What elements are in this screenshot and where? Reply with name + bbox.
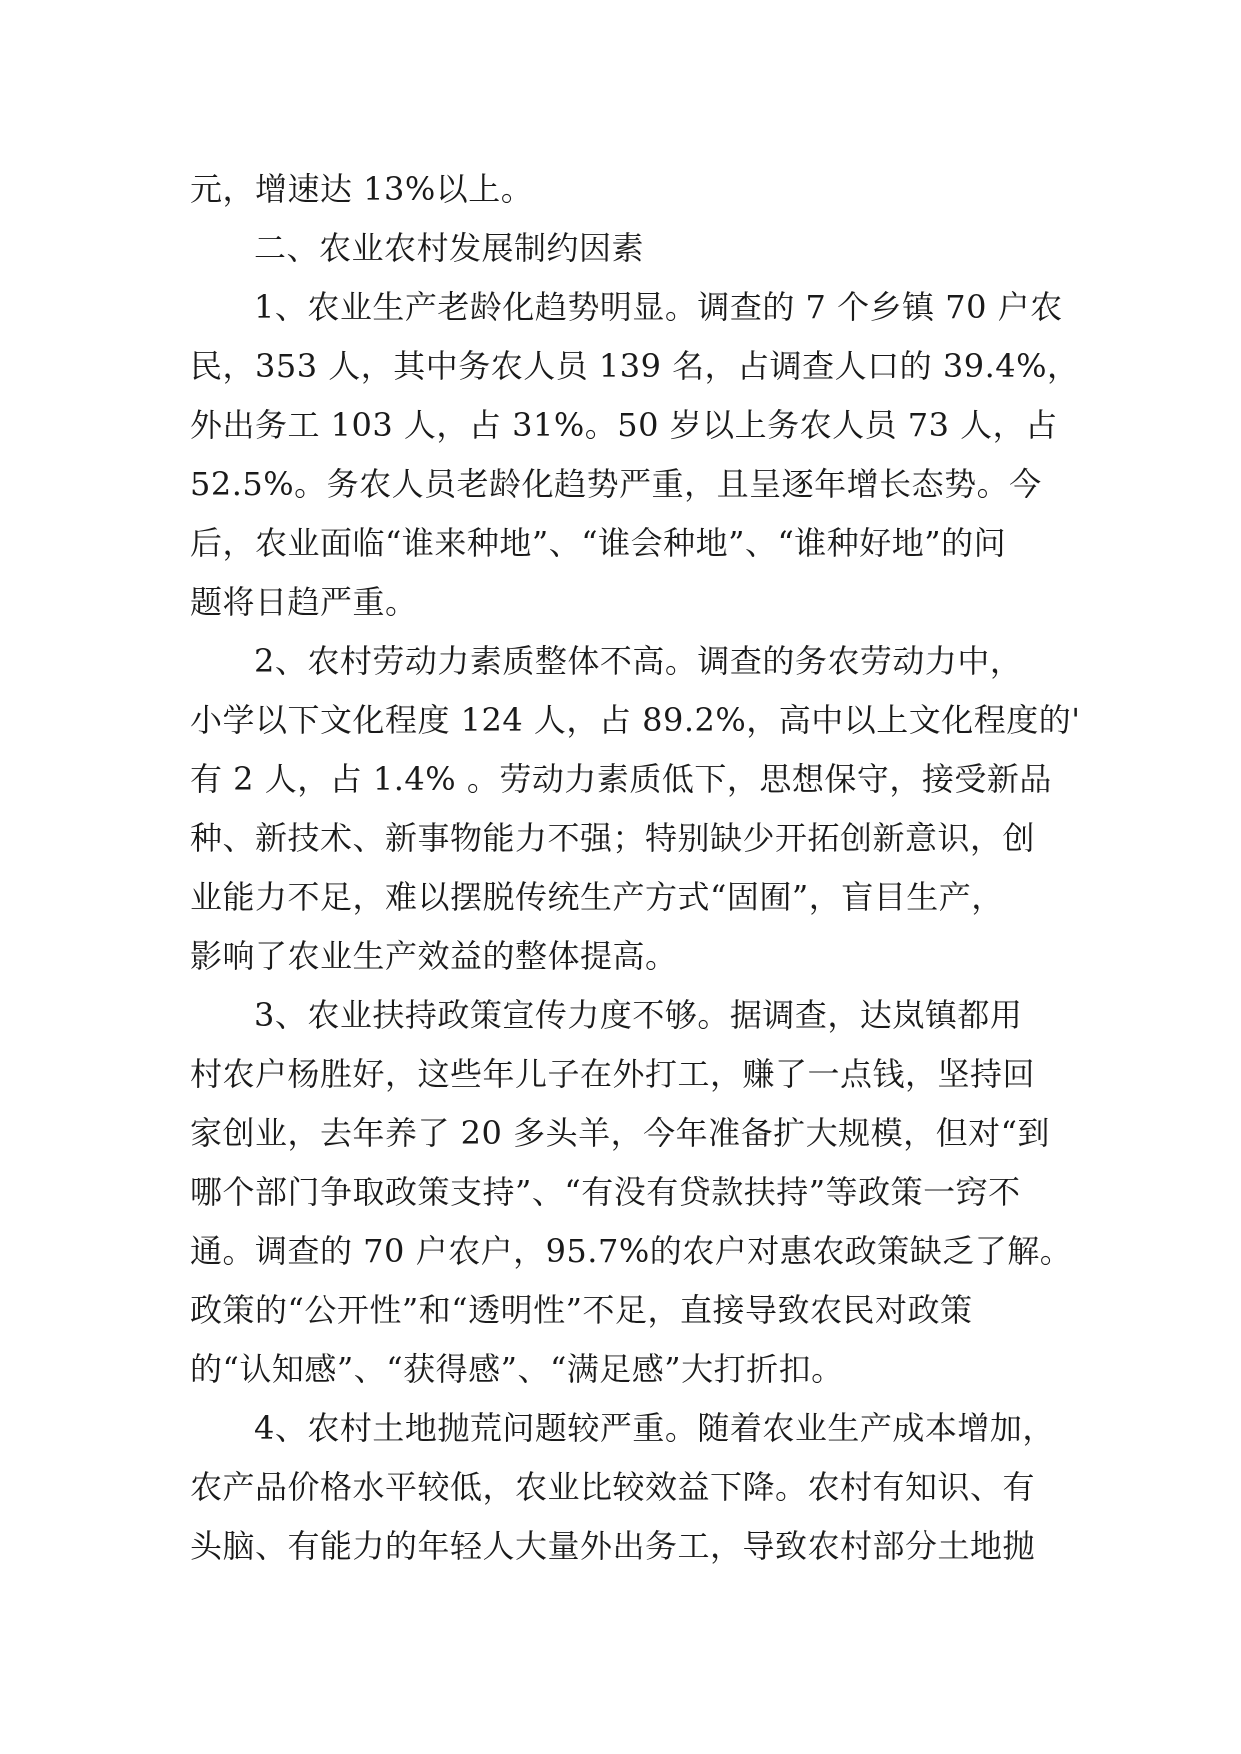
paragraph-1 (190, 278, 1080, 632)
document-page (190, 160, 1081, 1576)
paragraph-line: 哪个部门争取政策支持”、“有没有贷款扶持”等政策一窍不 (190, 1173, 1021, 1211)
paragraph-line: 小学以下文化程度 124 人，占 89.2%，高中以上文化程度的' (190, 701, 1081, 739)
paragraph-line: 业能力不足，难以摆脱传统生产方式“固囿”，盲目生产， (190, 878, 1004, 916)
paragraph-line: 4、农村土地抛荒问题较严重。随着农业生产成本增加， (254, 1409, 1055, 1447)
paragraph-line: 3、农业扶持政策宣传力度不够。据调查，达岚镇都用 (254, 996, 1023, 1034)
paragraph-4 (190, 1399, 1055, 1576)
paragraph-line: 题将日趋严重。 (190, 583, 418, 621)
paragraph-line: 村农户杨胜好，这些年儿子在外打工，赚了一点钱，坚持回 (190, 1055, 1036, 1093)
paragraph-line: 1、农业生产老龄化趋势明显。调查的 7 个乡镇 70 户农 (254, 288, 1063, 326)
intro-tail-line: 元，增速达 13%以上。 (190, 170, 534, 208)
paragraph-line: 农产品价格水平较低，农业比较效益下降。农村有知识、有 (190, 1468, 1036, 1506)
paragraph-line: 民，353 人，其中务农人员 139 名，占调查人口的 39.4%， (190, 347, 1080, 385)
paragraph-line: 有 2 人，占 1.4% 。劳动力素质低下，思想保守，接受新品 (190, 760, 1052, 798)
paragraph-line: 头脑、有能力的年轻人大量外出务工，导致农村部分土地抛 (190, 1527, 1036, 1565)
paragraph-line: 52.5%。务农人员老龄化趋势严重，且呈逐年增长态势。今 (190, 465, 1042, 503)
paragraph-2 (190, 632, 1081, 986)
paragraph-line: 种、新技术、新事物能力不强；特别缺少开拓创新意识，创 (190, 819, 1036, 857)
paragraph-line: 的“认知感”、“获得感”、“满足感”大打折扣。 (190, 1350, 844, 1388)
paragraph-line: 政策的“公开性”和“透明性”不足，直接导致农民对政策 (190, 1291, 973, 1329)
paragraph-line: 影响了农业生产效益的整体提高。 (190, 937, 678, 975)
paragraph-line: 通。调查的 70 户农户，95.7%的农户对惠农政策缺乏了解。 (190, 1232, 1073, 1270)
paragraph-3 (190, 986, 1073, 1399)
paragraph-line: 2、农村劳动力素质整体不高。调查的务农劳动力中， (254, 642, 1023, 680)
paragraph-line: 家创业，去年养了 20 多头羊，今年准备扩大规模，但对“到 (190, 1114, 1050, 1152)
paragraph-line: 后，农业面临“谁来种地”、“谁会种地”、“谁种好地”的问 (190, 524, 1007, 562)
section-heading: 二、农业农村发展制约因素 (254, 229, 645, 267)
paragraph-line: 外出务工 103 人，占 31%。50 岁以上务农人员 73 人，占 (190, 406, 1058, 444)
